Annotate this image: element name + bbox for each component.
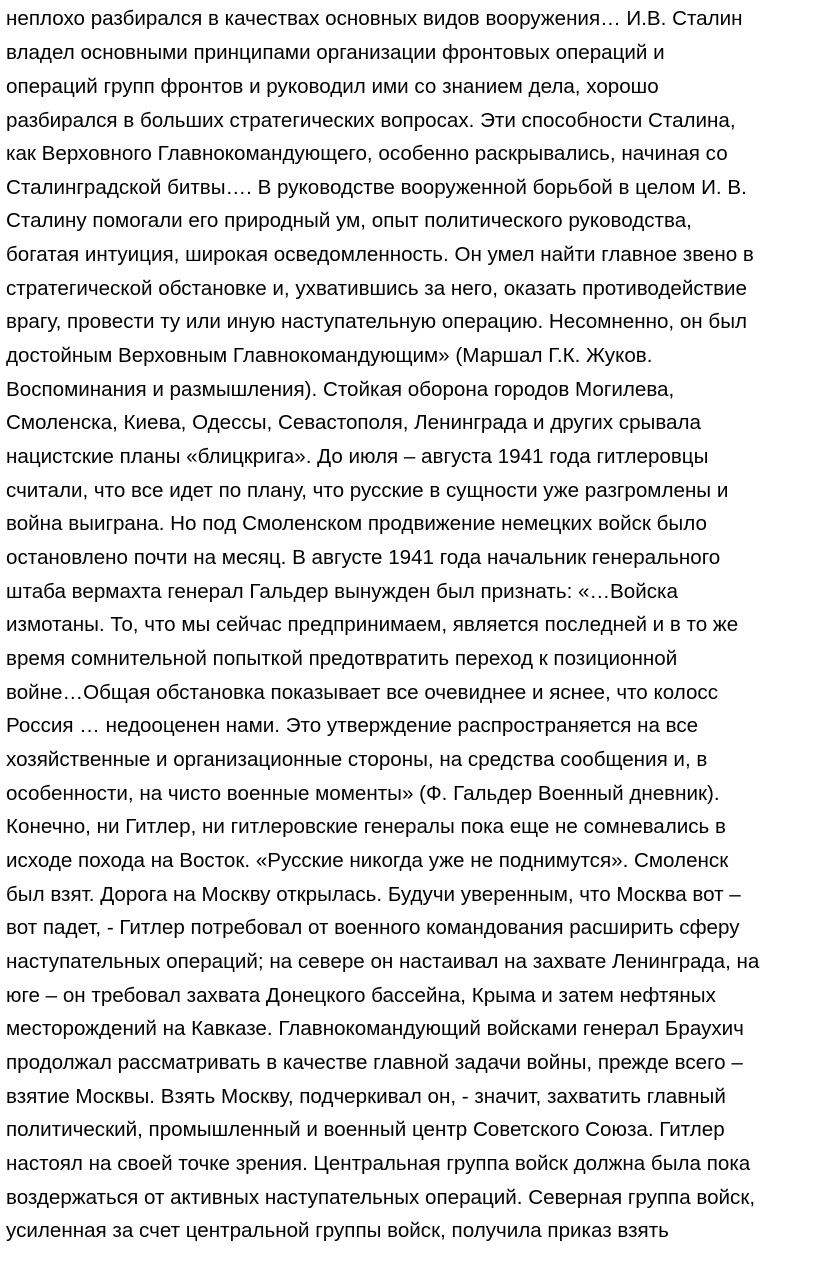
text-line: нацистские планы «блицкрига». До июля – августа 1941 года гитлеровцы — [6, 445, 709, 468]
text-line: взятие Москвы. Взять Москву, подчеркивал он, - значит, захватить главный — [6, 1085, 726, 1108]
text-line: штаба вермахта генерал Гальдер вынужден был признать: «…Войска — [6, 580, 678, 603]
text-line: был взят. Дорога на Москву открылась. Будучи уверенным, что Москва вот – — [6, 883, 741, 906]
text-line: Воспоминания и размышления). Стойкая оборона городов Могилева, — [6, 378, 675, 401]
text-line: Сталину помогали его природный ум, опыт политического руководства, — [6, 209, 692, 232]
text-line: Россия … недооценен нами. Это утверждение распространяется на все — [6, 714, 699, 737]
text-line: измотаны. То, что мы сейчас предпринимаем, является последней и в то же — [6, 613, 739, 636]
text-line: воздержаться от активных наступательных операций. Северная группа войск, — [6, 1186, 756, 1209]
text-line: усиленная за счет центральной группы войск, получила приказ взять — [6, 1219, 669, 1242]
text-line: исходе похода на Восток. «Русские никогда уже не поднимутся». Смоленск — [6, 849, 729, 872]
text-line: Конечно, ни Гитлер, ни гитлеровские генералы пока еще не сомневались в — [6, 815, 726, 838]
text-line: особенности, на чисто военные моменты» (Ф. Гальдер Военный дневник). — [6, 782, 720, 805]
text-line: считали, что все идет по плану, что русские в сущности уже разгромлены и — [6, 479, 729, 502]
text-line: Смоленска, Киева, Одессы, Севастополя, Ленинграда и других срывала — [6, 411, 701, 434]
text-line: владел основными принципами организации фронтовых операций и — [6, 41, 665, 64]
text-line: стратегической обстановке и, ухватившись за него, оказать противодействие — [6, 277, 748, 300]
text-line: война выиграна. Но под Смоленском продвижение немецких войск было — [6, 512, 707, 535]
text-line: Сталинградской битвы…. В руководстве вооруженной борьбой в целом И. В. — [6, 176, 747, 199]
text-line: настоял на своей точке зрения. Центральная группа войск должна была пока — [6, 1152, 751, 1175]
text-line: операций групп фронтов и руководил ими со знанием дела, хорошо — [6, 75, 659, 98]
text-line: хозяйственные и организационные стороны, на средства сообщения и, в — [6, 748, 708, 771]
text-line: богатая интуиция, широкая осведомленность. Он умел найти главное звено в — [6, 243, 754, 266]
text-line: войне…Общая обстановка показывает все очевиднее и яснее, что колосс — [6, 681, 719, 704]
text-line: как Верховного Главнокомандующего, особенно раскрывались, начиная со — [6, 142, 728, 165]
text-line: время сомнительной попыткой предотвратить переход к позиционной — [6, 647, 678, 670]
text-line: политический, промышленный и военный центр Советского Союза. Гитлер — [6, 1118, 725, 1141]
text-line: наступательных операций; на севере он настаивал на захвате Ленинграда, на — [6, 950, 760, 973]
text-line: неплохо разбирался в качествах основных видов вооружения… И.В. Сталин — [6, 7, 743, 30]
text-line: остановлено почти на месяц. В августе 1941 года начальник генерального — [6, 546, 721, 569]
text-line: месторождений на Кавказе. Главнокомандующий войсками генерал Браухич — [6, 1017, 744, 1040]
text-line: достойным Верховным Главнокомандующим» (Маршал Г.К. Жуков. — [6, 344, 653, 367]
text-line: врагу, провести ту или иную наступательную операцию. Несомненно, он был — [6, 310, 748, 333]
text-line: вот падет, - Гитлер потребовал от военного командования расширить сферу — [6, 916, 740, 939]
text-line: продолжал рассматривать в качестве главной задачи войны, прежде всего – — [6, 1051, 743, 1074]
text-line: разбирался в больших стратегических вопросах. Эти способности Сталина, — [6, 109, 736, 132]
text-line: юге – он требовал захвата Донецкого бассейна, Крыма и затем нефтяных — [6, 984, 716, 1007]
